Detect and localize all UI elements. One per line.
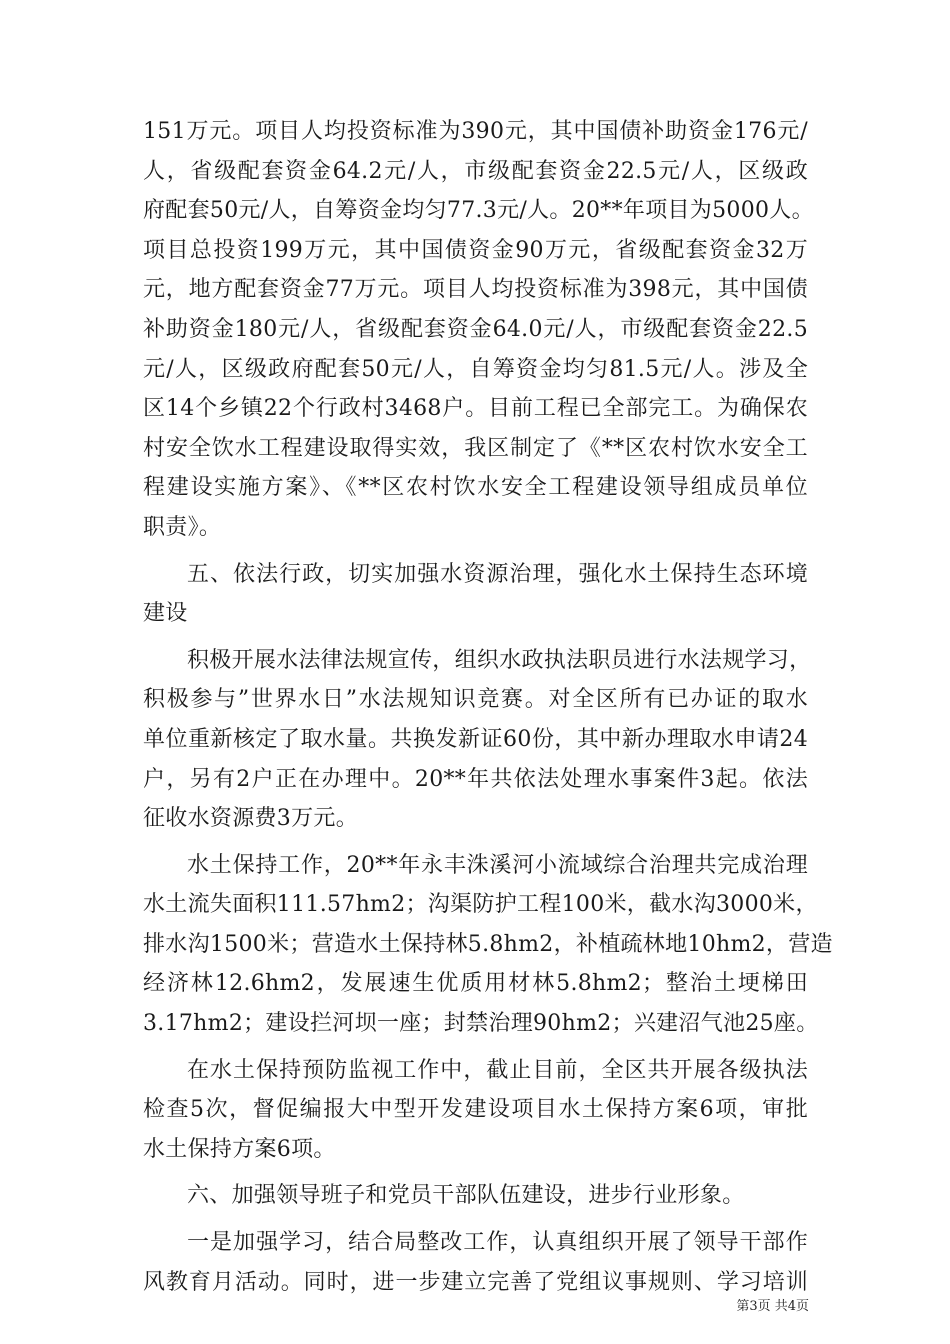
text-line: 元/人，区级政府配套50元/人，自筹资金均匀81.5元/人。涉及全 xyxy=(143,356,808,382)
text-line: 程建设实施方案》、《**区农村饮水安全工程建设领导组成员单位 xyxy=(143,475,808,501)
document-body xyxy=(143,112,833,1302)
text-line: 单位重新核定了取水量。共换发新证60份，其中新办理取水申请24 xyxy=(143,726,808,752)
text-line: 积极参与”世界水日”水法规知识竞赛。对全区所有已办证的取水 xyxy=(143,687,808,713)
paragraph-gap xyxy=(143,634,808,641)
text-line: 检查5次，督促编报大中型开发建设项目水土保持方案6项，审批 xyxy=(143,1097,808,1123)
paragraph-gap xyxy=(143,1216,808,1223)
text-line: 户，另有2户正在办理中。20**年共依法处理水事案件3起。依法 xyxy=(143,766,808,792)
paragraph-gap xyxy=(143,1044,808,1051)
text-line: 人，省级配套资金64.2元/人，市级配套资金22.5元/人，区级政 xyxy=(143,158,808,184)
text-line: 经济林12.6hm2，发展速生优质用材林5.8hm2；整治土埂梯田 xyxy=(143,971,808,997)
text-line: 3.17hm2；建设拦河坝一座；封禁治理90hm2；兴建沼气池25座。 xyxy=(143,1011,819,1037)
text-line: 六、加强领导班子和党员干部队伍建设，进步行业形象。 xyxy=(187,1183,745,1209)
text-line: 补助资金180元/人，省级配套资金64.0元/人，市级配套资金22.5 xyxy=(143,316,808,342)
text-line: 府配套50元/人，自筹资金均匀77.3元/人。20**年项目为5000人。 xyxy=(143,198,814,224)
paragraph-gap xyxy=(143,548,808,555)
text-line: 151万元。项目人均投资标准为390元，其中国债补助资金176元/ xyxy=(143,119,808,144)
text-line: 村安全饮水工程建设取得实效，我区制定了《**区农村饮水安全工 xyxy=(143,435,808,461)
text-line: 一是加强学习，结合局整改工作，认真组织开展了领导干部作 xyxy=(187,1230,808,1256)
page-number-footer: 第3页 共4页 xyxy=(736,1299,809,1314)
text-line: 在水土保持预防监视工作中，截止目前，全区共开展各级执法 xyxy=(187,1057,808,1083)
text-line: 职责》。 xyxy=(143,514,222,540)
text-line: 元，地方配套资金77万元。项目人均投资标准为398元，其中国债 xyxy=(143,277,808,303)
text-line: 水土保持方案6项。 xyxy=(143,1136,336,1162)
text-line: 项目总投资199万元，其中国债资金90万元，省级配套资金32万 xyxy=(143,237,808,263)
paragraph-gap xyxy=(143,839,808,846)
text-line: 水土保持工作，20**年永丰洙溪河小流域综合治理共完成治理 xyxy=(187,852,808,878)
text-line: 水土流失面积111.57hm2；沟渠防护工程100米，截水沟3000米， xyxy=(143,892,818,918)
text-line: 积极开展水法律法规宣传，组织水政执法职员进行水法规学习， xyxy=(187,647,812,673)
text-line: 排水沟1500米；营造水土保持林5.8hm2，补植疏林地10hm2，营造 xyxy=(143,931,833,957)
text-line: 五、依法行政，切实加强水资源治理，强化水土保持生态环境 xyxy=(187,561,808,587)
text-line: 建设 xyxy=(143,601,188,627)
text-line: 风教育月活动。同时，进一步建立完善了党组议事规则、学习培训 xyxy=(143,1269,808,1295)
text-line: 征收水资源费3万元。 xyxy=(143,806,358,832)
paragraph-gap xyxy=(143,1169,808,1176)
text-line: 区14个乡镇22个行政村3468户。目前工程已全部完工。为确保农 xyxy=(143,396,808,422)
